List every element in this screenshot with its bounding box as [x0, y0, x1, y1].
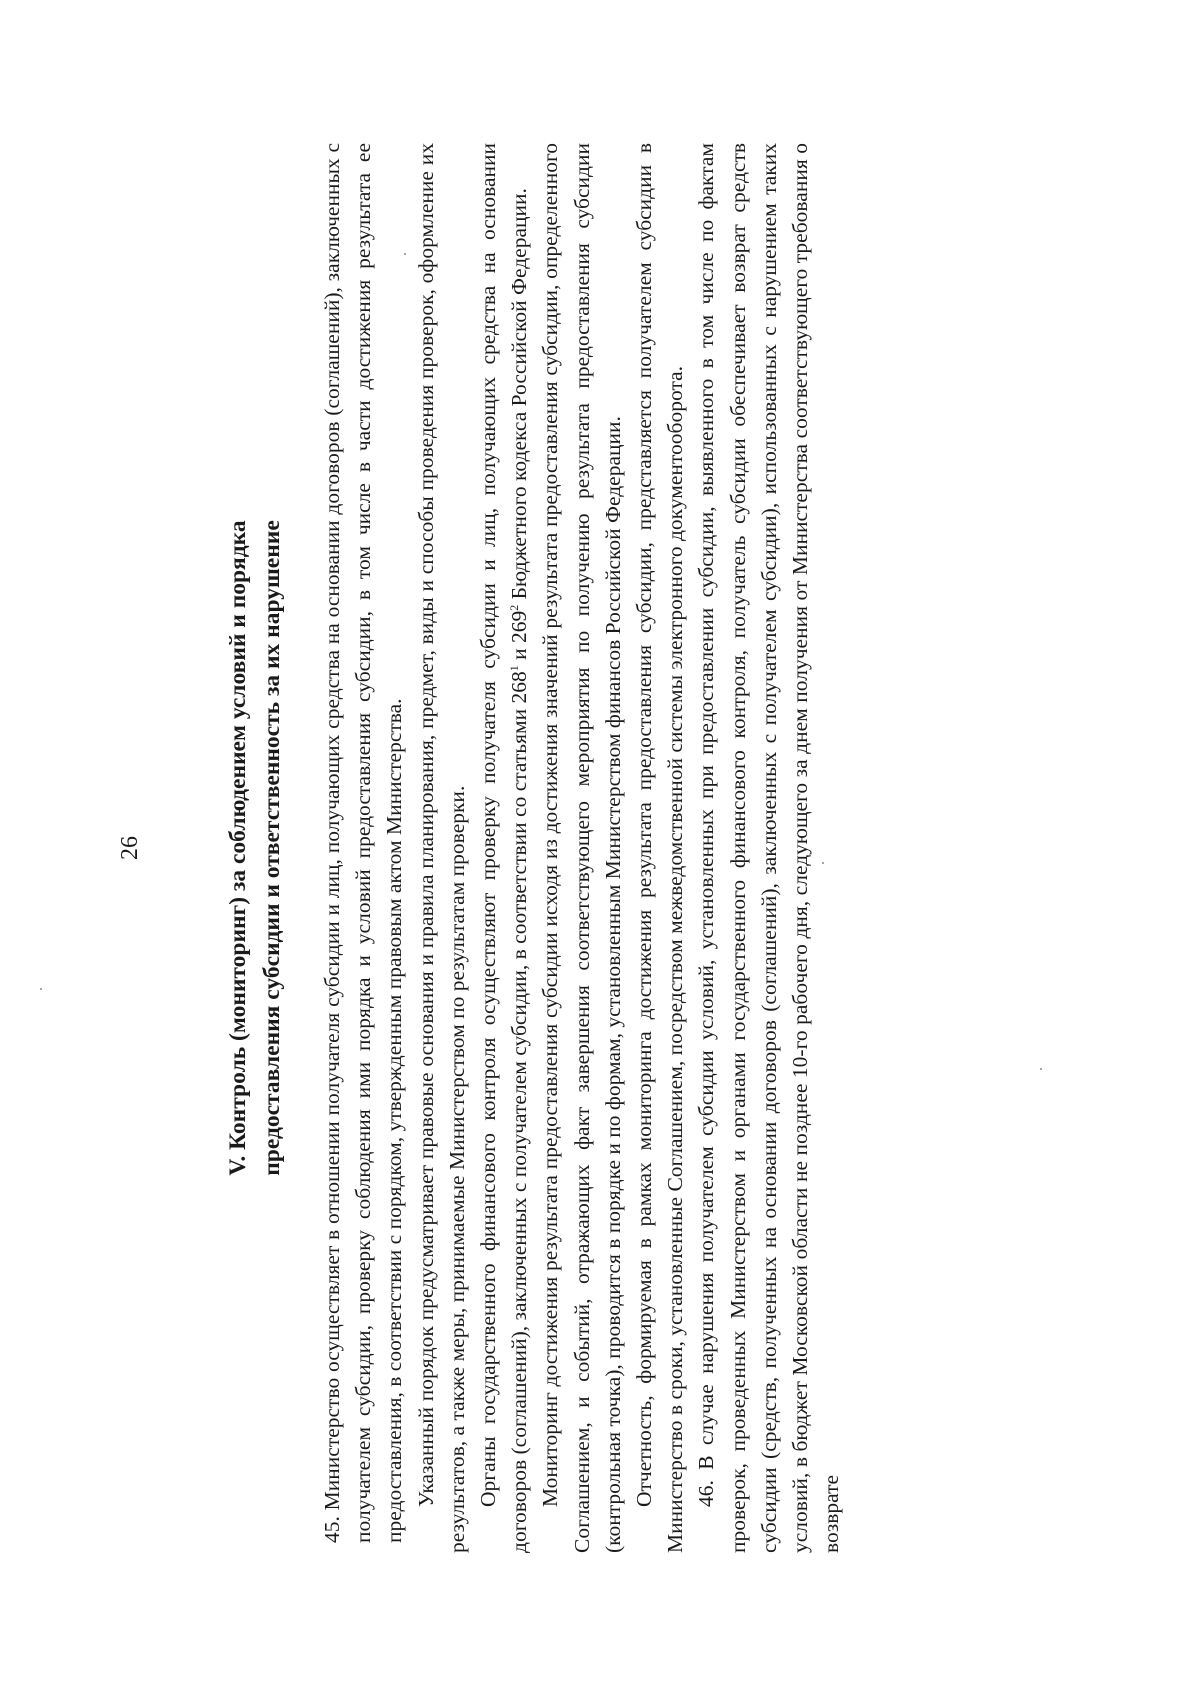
paragraph-45: 45. Министерство осуществляет в отношении получателя субсидии и лиц, получающих средства на основании договоров (соглашений), заключенных с получателем субсидии, проверку соблюдения ими порядка и условий предоставления субсидии, в том числе в части достижения результата ее предоставления, в соответствии с порядком, утвержденным правовым актом Министерства. — [320, 143, 407, 1543]
paragraph-control-bodies-part-3: Бюджетного кодекса Российской Федерации. — [507, 188, 532, 605]
section-title-line-1: V. Контроль (мониторинг) за соблюдением условий и порядка — [225, 520, 251, 1176]
paragraph-control-bodies — [473, 143, 535, 1553]
paragraph-reporting: Отчетность, формируемая в рамках мониторинга достижения результата предоставления субсидии, представляется получателем субсидии в Министерство в сроки, установленные Соглашением, посредством межведомственной системы электронного документооборота. — [632, 143, 688, 1553]
page-number: 26 — [117, 836, 143, 860]
paragraph-monitoring: Мониторинг достижения результата предоставления субсидии исходя из достижения значений результата предоставления субсидии, определенного Соглашением, и событий, отражающих факт завершения соответствующего мероприятия по получению результата предоставления субсидии (контрольная точка), проводится в порядке и по формам, установленным Министерством финансов Российской Федерации. — [538, 143, 625, 1553]
section-title — [221, 93, 289, 1603]
superscript-2: 2 — [507, 604, 522, 611]
scan-speck — [822, 862, 824, 864]
rotated-page — [95, 93, 1105, 1603]
section-title-line-2: предоставления субсидии и ответственность за их нарушение — [259, 520, 285, 1176]
scan-speck — [1040, 1068, 1042, 1070]
paragraph-procedure: Указанный порядок предусматривает правовые основания и правила планирования, предмет, виды и способы проведения проверок, оформление их результатов, а также меры, принимаемые Министерством по результатам проверки. — [413, 143, 469, 1553]
document-body — [317, 143, 847, 1553]
superscript-1: 1 — [507, 665, 522, 672]
paragraph-control-bodies-part-2: и 269 — [507, 610, 532, 666]
paragraph-46: 46. В случае нарушения получателем субсидии условий, установленных при предоставлении субсидии, выявленного в том числе по фактам проверок, проведенных Министерством и органами государственного финансового контроля, получатель субсидии обеспечивает возврат средств субсидии (средств, полученных на основании договоров (соглашений), заключенных с получателем субсидии), использованных с нарушением таких условий, в бюджет Московской области не позднее 10-го рабочего дня, следующего за днем получения от Министерства соответствующего требования о возврате — [694, 143, 844, 1553]
scan-speck — [404, 253, 406, 255]
scan-speck — [40, 988, 42, 990]
paragraph-control-bodies-part-1: Органы государственного финансового контроля осуществляют проверку получателя субсидии и лиц, получающих средства на основании договоров (соглашений), заключенных с получателем субсидии, в соответствии со статьями 268 — [476, 143, 532, 1553]
